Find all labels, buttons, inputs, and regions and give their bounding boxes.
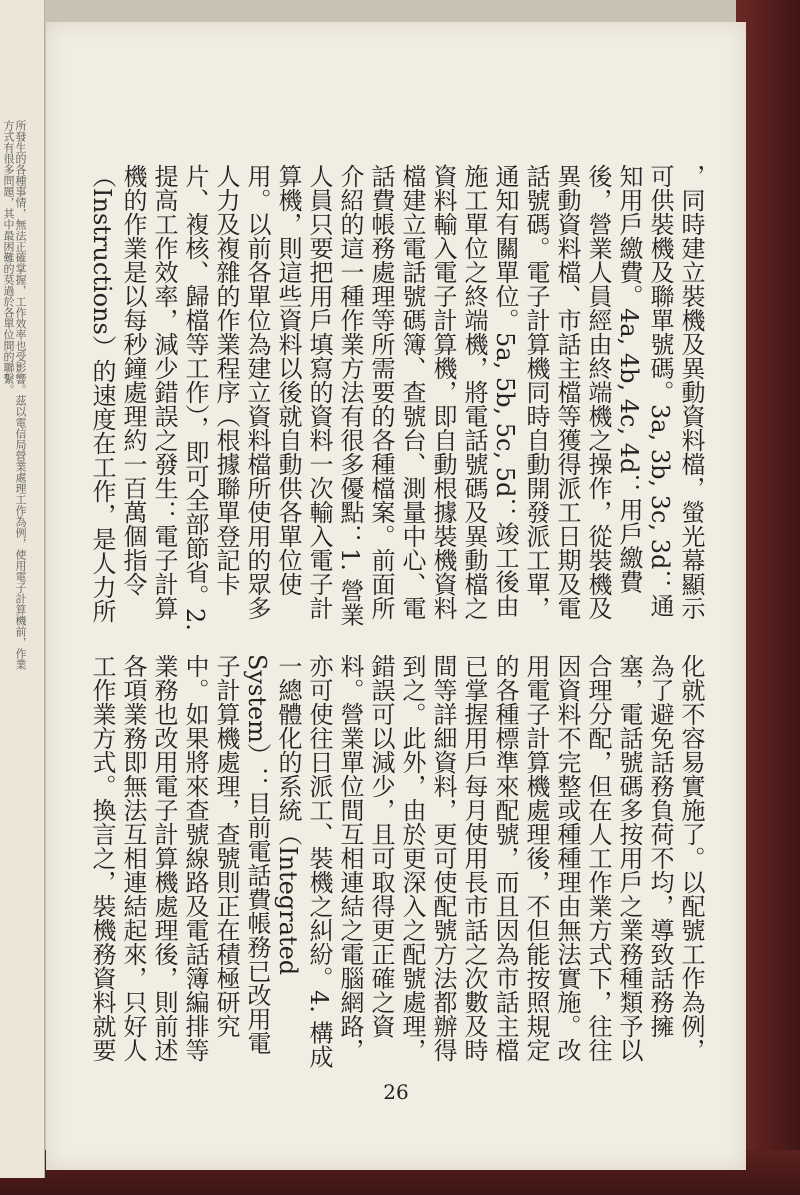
previous-page-edge	[0, 0, 45, 1178]
previous-page-text: 所發生的各種事情，無法正確掌握，工作效率也受影響。茲以電信局營業處理工作為例，使用電子計算機前，作業方式有很多問題，其中最困難的莫過於各單位間的聯繫。	[2, 120, 27, 670]
upper-text-block	[86, 164, 706, 634]
upper-text: ，同時建立裝機及異動資料檔，螢光幕顯示可供裝機及聯單號碼。3a, 3b, 3c, 3d：通知用戶繳費。4a, 4b, 4c, 4d：用戶繳費後，營業人員經由終端機之操作，從裝機及異動資料檔、市話主檔等獲得派工日期及電話號碼。電子計算機同時自動開發派工單，通知有關單位。5a, 5b, 5c, 5d：竣工後由施工單位之終端機，將電話號碼及異動檔之資料輸入電子計算機，即自動根據裝機資料檔建立電話號碼簿、查號台、測量中心、電話費帳務處理等所需要的各種檔案。前面所介紹的這一種作業方法有很多優點：1. 營業人員只要把用戶填寫的資料一次輸入電子計算機，則這些資料以後就自動供各單位使用。以前各單位為建立資料檔所使用的眾多人力及複雜的作業程序（根據聯單登記卡片、複核、歸檔等工作），即可全部節省。2. 提高工作效率，減少錯誤之發生：電子計算機的作業是以每秒鐘處理約一百萬個指令（Instructions）的速度在工作，是人力所	[88, 164, 705, 631]
lower-text-block	[86, 654, 706, 1074]
lower-text: 化就不容易實施了。以配號工作為例，為了避免話務負荷不均，導致話務擁塞，電話號碼多按用戶之業務種類予以合理分配，但在人工作業方式下，往往因資料不完整或種種理由無法實施。改用電子計算機處理後，不但能按照規定的各種標準來配號，而且因為市話主檔已掌握用戶每月使用長市話之次數及時間等詳細資料，更可使配號方法都辦得到之。此外，由於更深入之配號處理，錯誤可以減少，且可取得更正確之資料。營業單位間互相連結之電腦網路，亦可使往日派工、裝機之糾紛。4. 構成一總體化的系統（Integrated System）：目前電話費帳務已改用電子計算機處理，查號則正在積極研究中。如果將來查號線路及電話簿編排等業務也改用電子計算機處理後，則前述各項業務即無法互相連結起來，只好人工作業方式。換言之，裝機務資料就要	[88, 654, 705, 1069]
page-number: 26	[383, 1080, 409, 1104]
document-page	[46, 22, 746, 1170]
